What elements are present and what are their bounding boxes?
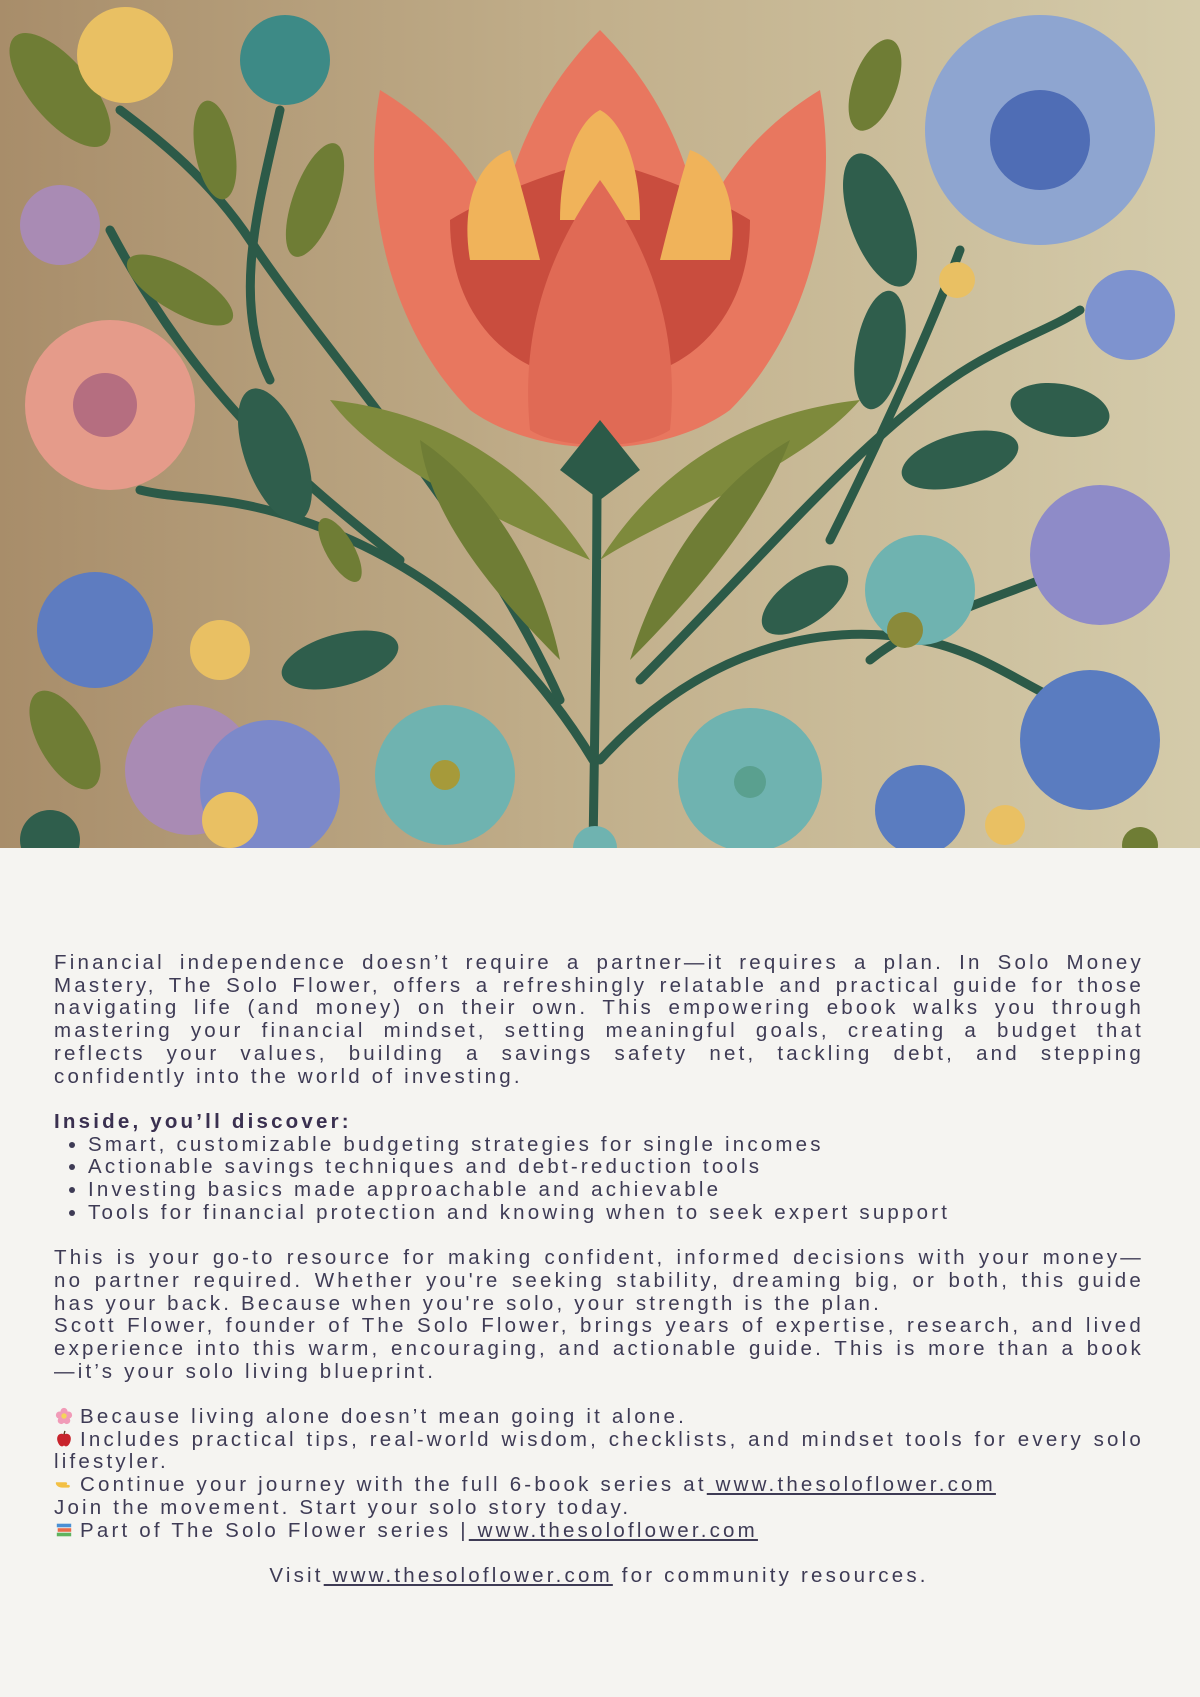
book-description	[54, 952, 1144, 1588]
footer-suffix: for community resources.	[612, 1563, 929, 1587]
cover-illustration	[0, 0, 1200, 848]
list-item: • Actionable savings techniques and debt-reduction tools	[88, 1156, 1144, 1179]
note-text: Part of The Solo Flower series |	[80, 1518, 469, 1542]
intro-paragraph: Financial independence doesn’t require a partner—it requires a plan. In Solo Money Mastery, The Solo Flower, offers a refreshingly relatable and practical guide for those navigating life (and money) on their own. This empowering ebook walks you through mastering your financial mindset, setting meaningful goals, creating a budget that reflects your values, building a savings safety net, tackling debt, and stepping confidently into the world of investing.	[54, 951, 1144, 1088]
note-line-5	[54, 1520, 1144, 1543]
books-emoji-icon	[54, 1521, 74, 1539]
note-text: Continue your journey with the full 6-book series at	[80, 1473, 707, 1497]
note-line-1	[54, 1406, 1144, 1429]
resource-paragraph: This is your go-to resource for making confident, informed decisions with your money—no partner required. Whether you're seeking stability, dreaming big, or both, this guide has your back. Because when you're solo, your strength is the plan.	[54, 1246, 1144, 1315]
note-text: Because living alone doesn’t mean going it alone.	[80, 1405, 687, 1429]
footer-line	[54, 1565, 1144, 1588]
list-item: • Smart, customizable budgeting strategies for single incomes	[88, 1134, 1144, 1157]
note-line-2	[54, 1429, 1144, 1474]
footer-prefix: Visit	[269, 1563, 324, 1587]
discover-heading: Inside, you’ll discover:	[54, 1109, 352, 1133]
note-text: Includes practical tips, real-world wisdom, checklists, and mindset tools for every solo lifestyler.	[54, 1427, 1144, 1474]
note-line-4: Join the movement. Start your solo story today.	[54, 1495, 632, 1519]
footer-website-link[interactable]: www.thesoloflower.com	[323, 1563, 613, 1587]
pointing-hand-emoji-icon	[54, 1475, 74, 1493]
list-item: • Investing basics made approachable and achievable	[88, 1179, 1144, 1202]
list-item: • Tools for financial protection and knowing when to seek expert support	[88, 1202, 1144, 1225]
discover-list	[54, 1134, 1144, 1225]
author-paragraph: Scott Flower, founder of The Solo Flower, brings years of expertise, research, and lived experience into this warm, encouraging, and actionable guide. This is more than a book—it’s your solo living blueprint.	[54, 1314, 1144, 1383]
note-line-3	[54, 1474, 1144, 1497]
website-link[interactable]: www.thesoloflower.com	[468, 1518, 758, 1542]
website-link[interactable]: www.thesoloflower.com	[706, 1473, 996, 1497]
flower-emoji-icon	[54, 1407, 74, 1425]
apple-emoji-icon	[54, 1430, 74, 1448]
